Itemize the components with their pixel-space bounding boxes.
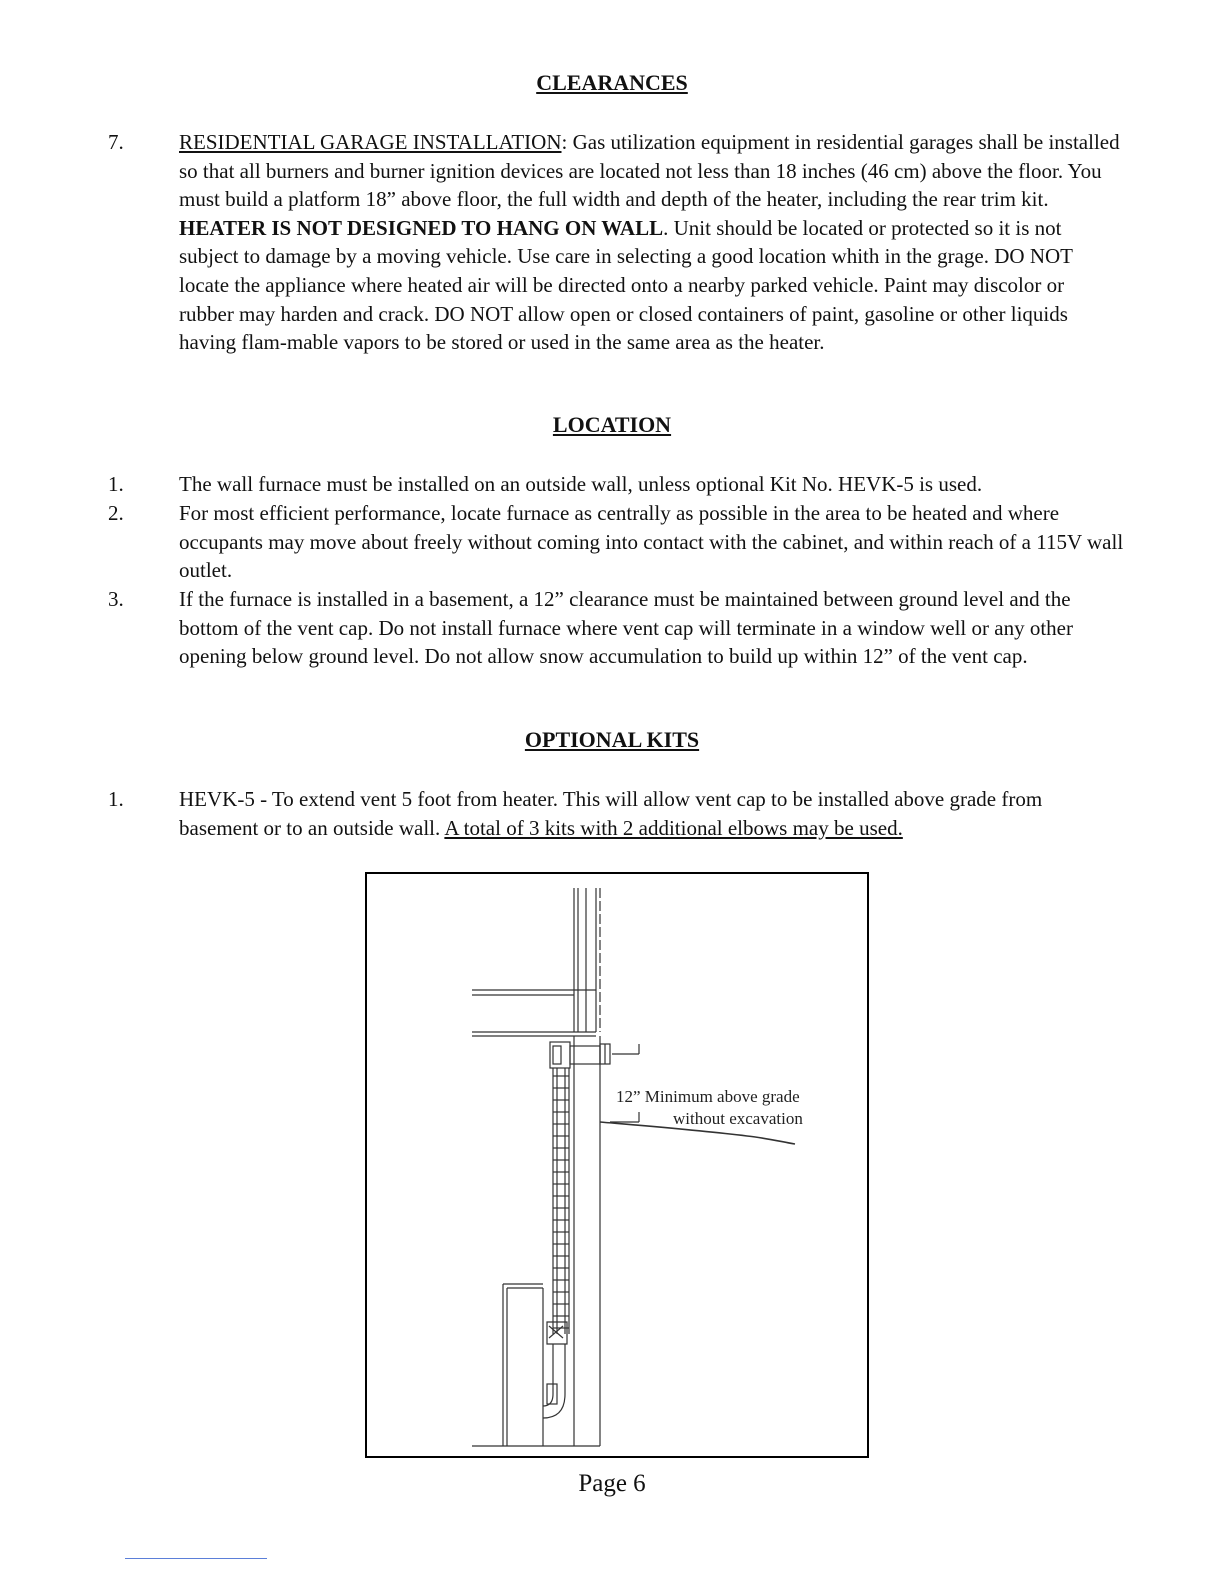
item-text: If the furnace is installed in a basement, a 12” clearance must be maintained between ground level and the bottom of the vent cap. Do not install furnace where vent cap will terminate in a window well or any other opening below ground level. Do not allow snow accumulation to build up within 12” of the vent cap. — [179, 587, 1073, 669]
garage-installation-lead: RESIDENTIAL GARAGE INSTALLATION — [179, 130, 562, 154]
clearance-label-line2: without excavation — [673, 1109, 803, 1128]
page-number: Page 6 — [578, 1470, 646, 1497]
item-number: 1. — [108, 787, 124, 811]
optional-kits-heading: OPTIONAL KITS — [524, 727, 700, 752]
kits-limit-note: A total of 3 kits with 2 additional elbows may be used. — [444, 815, 903, 840]
item-text-part: HEVK-5 - To extend vent 5 foot from heater. This will allow vent cap to be installed above grade from basement or to an outside wall. — [179, 787, 1043, 840]
item-number: 2. — [108, 501, 124, 525]
warning-bold-text: HEATER IS NOT DESIGNED TO HANG ON WALL — [179, 215, 664, 240]
vent-installation-figure — [365, 872, 869, 1458]
item-text — [179, 785, 1124, 842]
location-heading: LOCATION — [552, 412, 672, 437]
clearances-heading: CLEARANCES — [536, 70, 688, 95]
item-text-part: . Unit should be located or protected so it is not subject to damage by a moving vehicle. Use care in selecting a good location whith in the grage. DO NOT locate the appliance where heated air will be directed onto a nearby parked vehicle. Paint may discolor or rubber may harden and crack. DO NOT allow open or closed containers of paint, gasoline or other liquids having flam-mable vapors to be stored or used in the same area as the heater. — [179, 215, 1073, 355]
clearance-label-line1: 12” Minimum above grade — [616, 1087, 800, 1106]
item-number: 7. — [108, 130, 124, 154]
item-number: 3. — [108, 587, 124, 611]
item-text: For most efficient performance, locate furnace as centrally as possible in the area to be heated and where occupants may move about freely without coming into contact with the cabinet, and within reach of a 115V wall outlet. — [179, 501, 1124, 583]
item-number: 1. — [108, 472, 124, 496]
item-text — [179, 128, 1124, 357]
footer-rule — [125, 1558, 267, 1559]
item-text: The wall furnace must be installed on an outside wall, unless optional Kit No. HEVK-5 is used. — [179, 472, 983, 496]
item-text-part: : Gas utilization equipment in residential garages shall be installed so that all burners and burner ignition devices are located not less than 18 inches (46 cm) above the floor. You must build a platform 18” above floor, the full width and depth of the heater, including the rear trim kit. — [179, 130, 1120, 212]
vent-installation-drawing — [367, 874, 871, 1460]
